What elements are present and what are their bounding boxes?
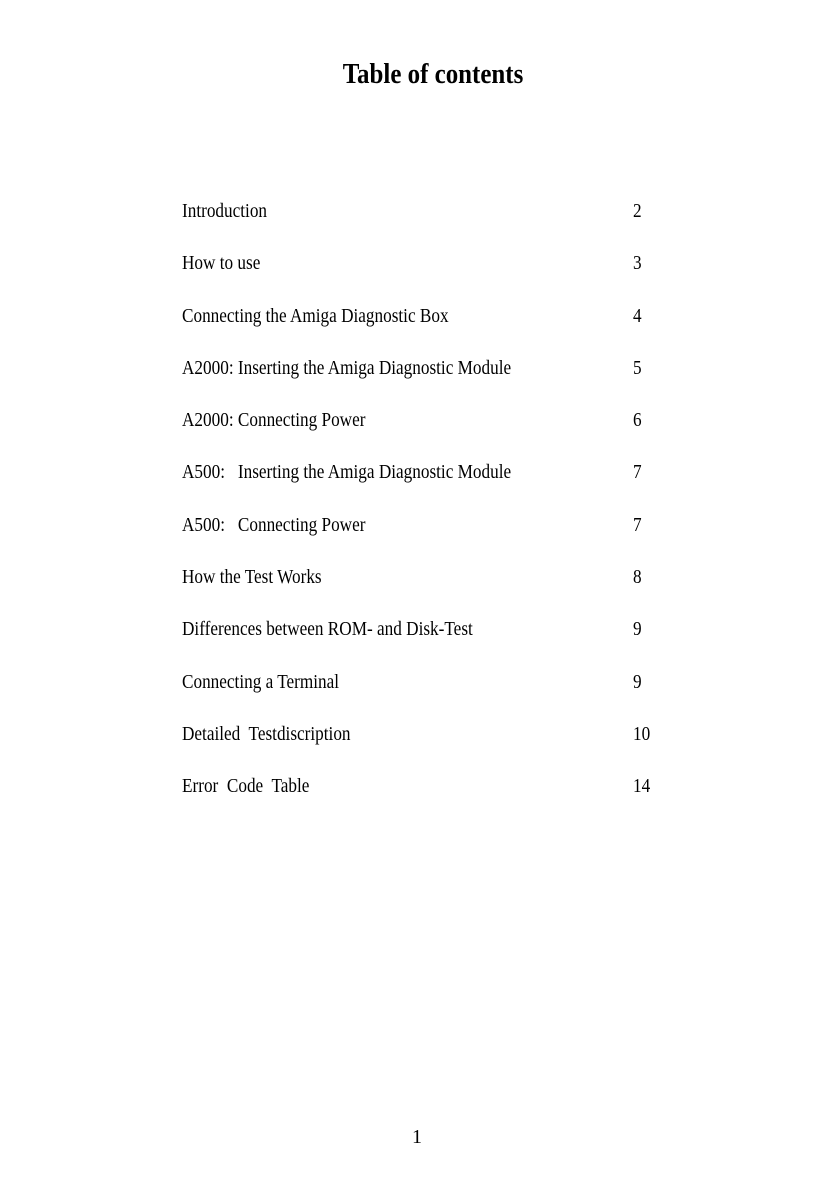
toc-entry: [182, 514, 682, 566]
toc-entry-label: A500: Connecting Power: [182, 513, 366, 536]
toc-entry-page: 4: [633, 304, 642, 327]
toc-entry: [182, 671, 682, 723]
toc-entry-label: Connecting a Terminal: [182, 670, 340, 693]
page-number: 1: [412, 1126, 422, 1148]
toc-entry: [182, 200, 682, 252]
toc-entry-page: 2: [633, 200, 642, 222]
toc-entry-label: A500: Inserting the Amiga Diagnostic Module: [182, 461, 512, 484]
page-title: Table of contents: [342, 58, 524, 90]
toc-entry-label: Differences between ROM- and Disk-Test: [182, 618, 473, 641]
toc-entry: [182, 618, 682, 670]
toc-entry-page: 9: [633, 618, 642, 641]
toc-list: [182, 200, 682, 828]
toc-entry-page: 5: [633, 356, 642, 379]
toc-entry-page: 14: [633, 775, 651, 798]
toc-entry-label: How the Test Works: [182, 566, 322, 589]
toc-entry-label: Introduction: [182, 200, 268, 222]
toc-entry-label: A2000: Inserting the Amiga Diagnostic Module: [182, 356, 512, 379]
toc-entry: [182, 305, 682, 357]
toc-entry: [182, 252, 682, 304]
toc-entry: [182, 461, 682, 513]
toc-entry-page: 7: [633, 461, 642, 484]
toc-entry-label: Connecting the Amiga Diagnostic Box: [182, 304, 449, 327]
toc-entry-page: 7: [633, 513, 642, 536]
toc-entry-label: How to use: [182, 252, 261, 275]
toc-entry-page: 6: [633, 409, 642, 432]
toc-entry-page: 10: [633, 722, 651, 745]
toc-entry: [182, 566, 682, 618]
toc-entry: [182, 723, 682, 775]
toc-entry-page: 9: [633, 670, 642, 693]
toc-entry-label: Detailed Testdiscription: [182, 722, 351, 745]
toc-entry: [182, 357, 682, 409]
toc-entry-page: 8: [633, 566, 642, 589]
toc-entry-page: 3: [633, 252, 642, 275]
toc-entry-label: A2000: Connecting Power: [182, 409, 366, 432]
toc-entry: [182, 775, 682, 827]
toc-entry: [182, 409, 682, 461]
toc-entry-label: Error Code Table: [182, 775, 310, 798]
